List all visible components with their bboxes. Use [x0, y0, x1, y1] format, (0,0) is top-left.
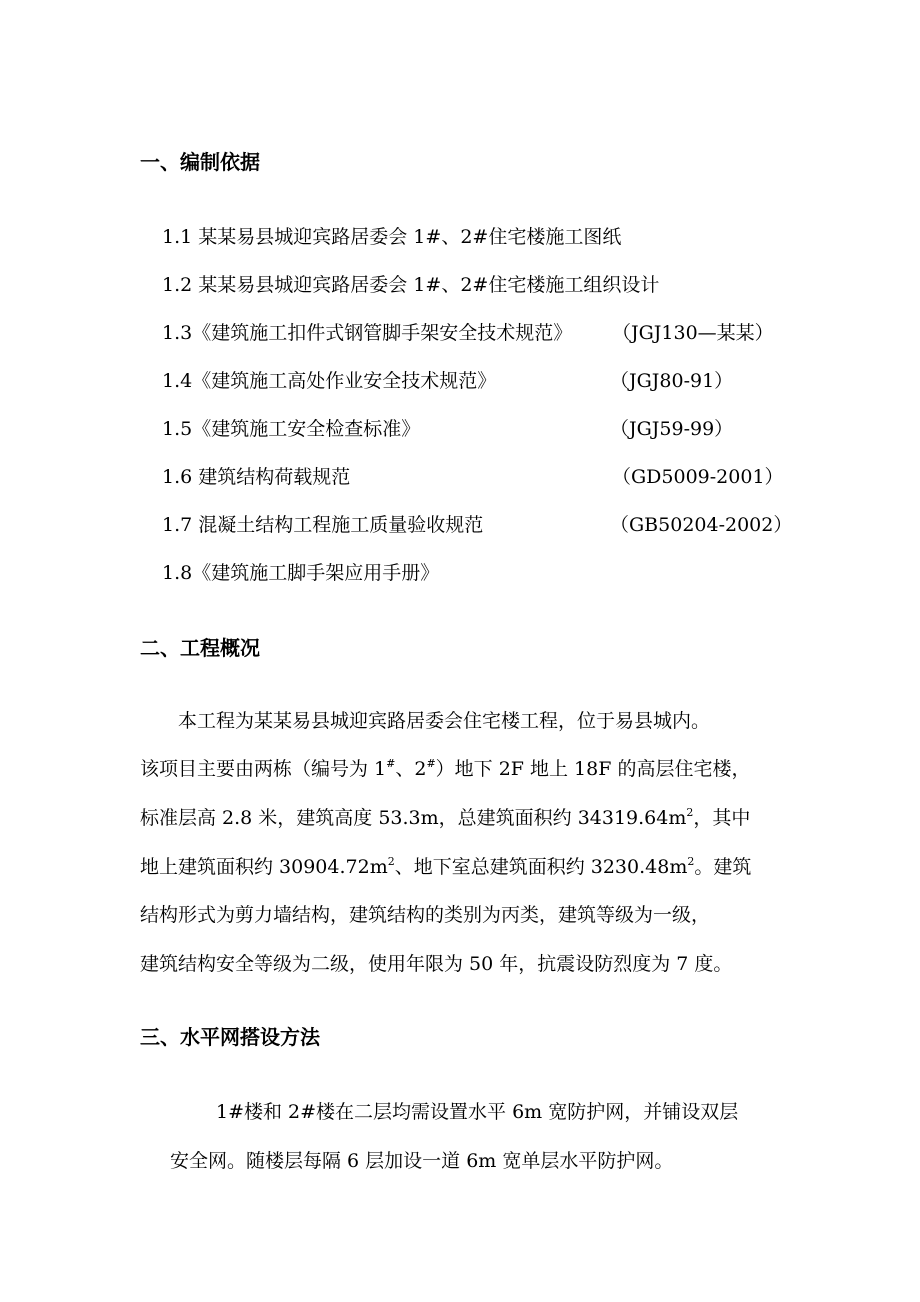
overview-line: 本工程为某某易县城迎宾路居委会住宅楼工程，位于易县城内。 — [178, 710, 711, 732]
section-heading-method: 三、水平网搭设方法 — [140, 1025, 320, 1049]
reference-item — [162, 270, 802, 300]
reference-code: （JGJ59-99） — [610, 418, 734, 440]
reference-title: 《建筑施工高处作业安全技术规范》 — [192, 370, 497, 392]
overview-line: 建筑结构安全等级为二级，使用年限为 50 年，抗震设防烈度为 7 度。 — [140, 953, 733, 975]
reference-title: 混凝土结构工程施工质量验收规范 — [198, 514, 484, 536]
reference-item — [162, 462, 802, 492]
reference-title: 某某易县城迎宾路居委会 1#、2#住宅楼施工图纸 — [198, 226, 622, 248]
reference-number: 1.8 — [162, 562, 193, 584]
reference-item — [162, 414, 802, 444]
overview-text: 地上建筑面积约 30904.72m — [140, 856, 388, 878]
reference-title: 某某易县城迎宾路居委会 1#、2#住宅楼施工组织设计 — [198, 274, 660, 296]
reference-number: 1.6 — [162, 466, 193, 488]
overview-text: 标准层高 2.8 米，建筑高度 53.3m，总建筑面积约 34319.64m — [140, 807, 687, 829]
overview-line — [140, 803, 750, 833]
overview-text: 。建筑 — [694, 856, 752, 878]
reference-item — [162, 366, 802, 396]
section-heading-basis: 一、编制依据 — [140, 150, 260, 174]
reference-item — [162, 558, 802, 588]
superscript: 2 — [686, 806, 694, 819]
reference-number: 1.2 — [162, 274, 193, 296]
superscript: # — [426, 757, 436, 770]
overview-text: ，其中 — [693, 807, 751, 829]
overview-text: 该项目主要由两栋（编号为 1 — [140, 758, 387, 780]
reference-title: 建筑结构荷载规范 — [198, 466, 351, 488]
overview-line — [140, 754, 750, 784]
reference-number: 1.7 — [162, 514, 193, 536]
method-line: 安全网。随楼层每隔 6 层加设一道 6m 宽单层水平防护网。 — [170, 1150, 674, 1172]
overview-line — [140, 852, 751, 882]
section-heading-overview: 二、工程概况 — [140, 636, 260, 660]
reference-code: （JGJ80-91） — [610, 370, 734, 392]
reference-item — [162, 318, 802, 348]
reference-item — [162, 510, 802, 540]
reference-number: 1.1 — [162, 226, 193, 248]
superscript: # — [386, 757, 396, 770]
reference-number: 1.3 — [162, 322, 193, 344]
overview-text: ）地下 2F 地上 18F 的高层住宅楼， — [435, 758, 751, 780]
reference-title: 《建筑施工安全检查标准》 — [192, 418, 421, 440]
reference-code: （GB50204-2002） — [610, 514, 793, 536]
reference-title: 《建筑施工扣件式钢管脚手架安全技术规范》 — [192, 322, 573, 344]
reference-title: 《建筑施工脚手架应用手册》 — [192, 562, 440, 584]
overview-text: 、2 — [395, 758, 427, 780]
superscript: 2 — [687, 855, 695, 868]
reference-number: 1.5 — [162, 418, 193, 440]
reference-item — [162, 222, 802, 252]
overview-text: 、地下室总建筑面积约 3230.48m — [394, 856, 688, 878]
superscript: 2 — [387, 855, 395, 868]
method-line: 1#楼和 2#楼在二层均需设置水平 6m 宽防护网，并铺设双层 — [216, 1101, 739, 1123]
reference-code: （GD5009-2001） — [612, 466, 784, 488]
reference-code: （JGJ130—某某） — [612, 322, 774, 344]
reference-number: 1.4 — [162, 370, 193, 392]
overview-line: 结构形式为剪力墙结构，建筑结构的类别为丙类，建筑等级为一级， — [140, 904, 711, 926]
